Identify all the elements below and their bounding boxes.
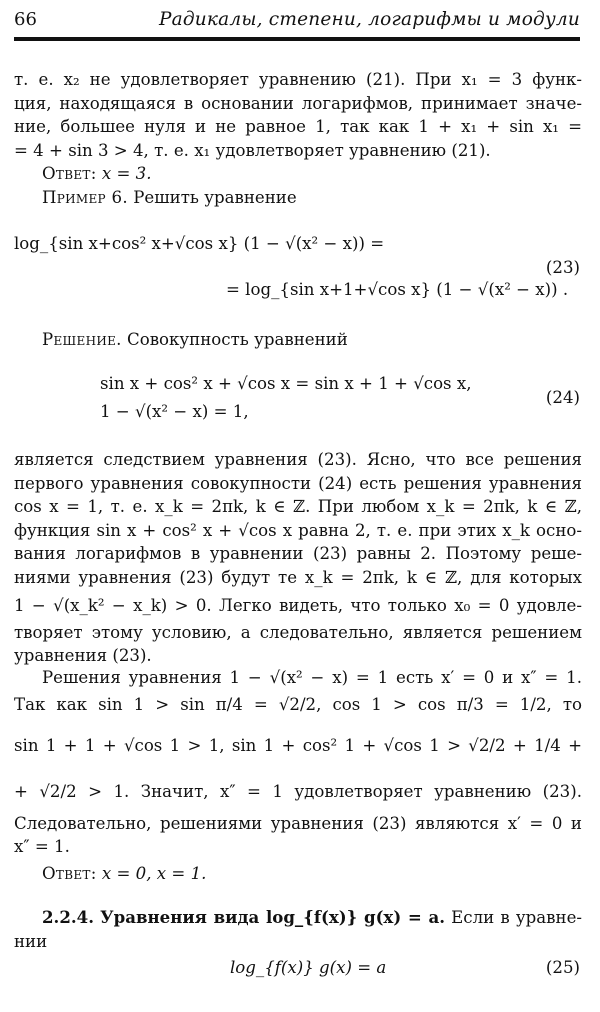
solution-text: Совокупность уравнений — [127, 330, 348, 349]
example-label: Пример 6. — [42, 188, 128, 207]
text-line: функция sin x + cos² x + √cos x равна 2, т. е. при этих x_k осно- — [14, 520, 582, 540]
section-text: Если в уравне- — [451, 908, 582, 927]
equation-23-line-1: log_{sin x+cos² x+√cos x} (1 − √(x² − x)) = — [14, 234, 385, 253]
solution-intro — [14, 328, 600, 352]
text-line: = 4 + sin 3 > 4, т. е. x₁ удовлетворяет уравнению (21). — [14, 140, 491, 160]
answer-label: Ответ: — [42, 864, 97, 883]
text-line: ние, большее нуля и не равное 1, так как 1 + x₁ + sin x₁ = — [14, 117, 582, 137]
text-line: первого уравнения совокупности (24) есть решения уравнения — [14, 473, 582, 493]
section-2-2-4 — [14, 906, 582, 953]
equation-25-number: (25) — [545, 958, 580, 977]
answer-1 — [14, 162, 600, 186]
text-line: уравнения (23). — [14, 646, 152, 666]
paragraph-3 — [14, 666, 582, 859]
text-line: творяет этому условию, а следовательно, является решением — [14, 622, 582, 642]
text-line: является следствием уравнения (23). Ясно, что все решения — [14, 450, 582, 469]
answer-value: x = 3. — [101, 164, 152, 183]
text-line: Следовательно, решениями уравнения (23) являются x′ = 0 и — [14, 813, 582, 833]
example-6 — [14, 186, 600, 210]
solution-label: Решение. — [42, 330, 122, 349]
equation-24-line-2: 1 − √(x² − x) = 1, — [100, 402, 249, 421]
text-line: Решения уравнения 1 − √(x² − x) = 1 есть x′ = 0 и x″ = 1. — [42, 668, 582, 687]
section-heading-line — [14, 906, 582, 930]
answer-label: Ответ: — [42, 164, 97, 183]
text-line: нии — [14, 931, 48, 951]
example-text: Решить уравнение — [133, 188, 297, 207]
answer-value: x = 0, x = 1. — [101, 864, 207, 883]
equation-24-line-1: sin x + cos² x + √cos x = sin x + 1 + √cos x, — [100, 374, 472, 393]
header-rule — [14, 37, 580, 41]
answer-2 — [14, 862, 600, 886]
equation-23-line-2: = log_{sin x+1+√cos x} (1 − √(x² − x)) . — [226, 280, 569, 299]
page-number: 66 — [14, 9, 37, 30]
text-line: 1 − √(x_k² − x_k) > 0. Легко видеть, что только x₀ = 0 удовле- — [14, 595, 582, 615]
text-line: ниями уравнения (23) будут те x_k = 2πk, k ∈ ℤ, для которых — [14, 567, 582, 587]
text-line: sin 1 + 1 + √cos 1 > 1, sin 1 + cos² 1 + √cos 1 > √2/2 + 1/4 + — [14, 735, 582, 755]
running-title: Радикалы, степени, логарифмы и модули — [158, 9, 580, 30]
equation-25: log_{f(x)} g(x) = a — [230, 958, 387, 977]
paragraph-2 — [14, 448, 582, 668]
equation-24-number: (24) — [545, 388, 580, 407]
section-title: Уравнения вида log_{f(x)} g(x) = a. — [100, 907, 445, 927]
paragraph-continuation — [14, 68, 582, 162]
section-number: 2.2.4. — [42, 907, 94, 927]
text-line: вания логарифмов в уравнении (23) равны 2. Поэтому реше- — [14, 544, 582, 564]
text-line: x″ = 1. — [14, 837, 70, 857]
text-line: ция, находящаяся в основании логарифмов, принимает значе- — [14, 93, 582, 113]
text-line: Так как sin 1 > sin π/4 = √2/2, cos 1 > cos π/3 = 1/2, то — [14, 694, 582, 714]
text-line: т. е. x₂ не удовлетворяет уравнению (21). При x₁ = 3 функ- — [14, 70, 582, 89]
equation-23-number: (23) — [545, 258, 580, 277]
text-line: cos x = 1, т. е. x_k = 2πk, k ∈ ℤ. При любом x_k = 2πk, k ∈ ℤ, — [14, 497, 582, 517]
text-line: + √2/2 > 1. Значит, x″ = 1 удовлетворяет уравнению (23). — [14, 781, 582, 801]
page-header — [14, 6, 580, 34]
